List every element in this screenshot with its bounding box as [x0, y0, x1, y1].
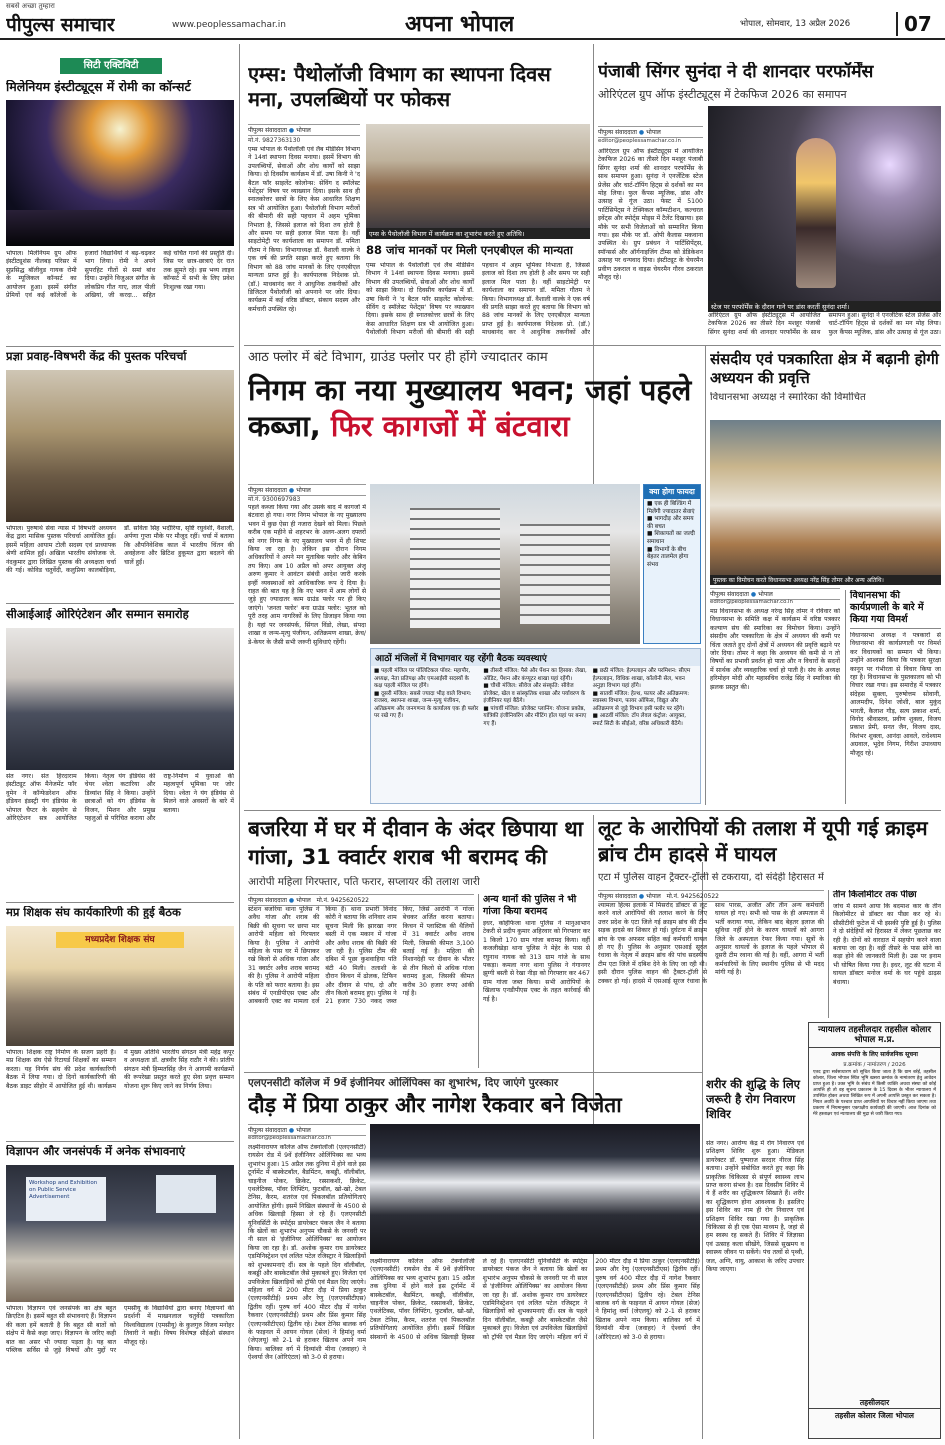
benefit-item: ■ शिकायतों का जल्दी समाधान [647, 531, 695, 545]
related-box [828, 890, 941, 1018]
section-title: अपना भोपाल [405, 12, 515, 37]
photo-caption: स्टेज पर परफॉर्मेंस के दौरान गाने पर डांस करतीं सुनंदा शर्मा। [708, 301, 941, 312]
floors-box [370, 648, 701, 804]
byline-place: भोपाल [296, 897, 311, 904]
building-photo [370, 484, 640, 644]
story-headline: सीआईआई ओरिएंटेशन और सम्मान समारोह [6, 608, 189, 621]
byline [248, 894, 474, 906]
headline-part-b: फिर कागजों में बंटवारा [330, 409, 570, 443]
divider [6, 346, 234, 347]
notice-footer: तहसील कोलार जिला भोपाल [809, 1408, 940, 1421]
column-divider [705, 345, 706, 805]
notice-body: एतद द्वारा सर्वसाधारण को सूचित किया जाता है कि ग्राम बर्रई, तहसील कोलार, जिला भोपाल स्थित भूमि खसरा क्रमांक के नामांतरण हेतु आवेदन प्राप्त हुआ है। उक्त भूमि के संबंध में किसी व्यक्ति अथवा संस्था को कोई आपत्ति हो तो वह सूचना प्रकाशन के 15 दिवस के भीतर न्यायालय में उपस्थित होकर अथवा लिखित रूप में अपनी आपत्ति प्रस्तुत कर सकता है। नियत अवधि के पश्चात प्राप्त आपत्तियों पर विचार नहीं किया जाएगा तथा प्रकरण में नियमानुसार एकपक्षीय कार्यवाही की जाएगी। आज दिनांक को मेरे हस्ताक्षर एवं न्यायालय की मुद्रा से जारी किया गया। [813, 1070, 936, 1117]
floor-item: ■ पांचवीं मंजिल: प्रोजेक्ट प्लानिंग: योजना प्रकोष्ठ, यांत्रिकी इंजीनियरिंग और मीटिंग हॉल यहां पर बनाए गए हैं। [483, 705, 587, 727]
story-body: भोपाल। शिक्षक राष्ट्र निर्माण के सजग प्रहरी हैं। मप्र शिक्षक संघ ऐसे रिटायर्ड शिक्षकों का सम्मान करता। यह निर्णय संघ की प्रदेश कार्यकारिणी बैठक में लिया गया। दो दिनों कार्यकारिणी की बैठक डाइट सीहोर में आयोजित हुई थी। कार्यक्रम में मुख्य अतिथि भारतीय संगठन मंत्री महेंद्र कपूर व अध्यक्षता डॉ. क्षत्रवीर सिंह राठौर ने की। प्रांतीय संगठन मंत्री हिम्मतसिंह जैन ने आगामी कार्यक्रमों की रूपरेखा प्रस्तुत करते हुए सेवा प्रवृत्त सम्मान योजना शुरू किए जाने का निर्णय लिया। [6, 1049, 234, 1090]
story-body: स्टेशन बजरिया थाना पुलिस ने अवैध गांजा और शराब की बिक्री की सूचना पर छापा मार आरोपी महिला को गिरफ्तार किया है। पुलिस ने आरोपी महिला के पास घर में छिपाकर रखे किलो से अधिक गांजा और 31 क्वार्टर अवैध शराब बरामद की है। पुलिस ने आरोपी महिला के पति को फरार बताया है। इस संबंध में एनडीपीएस एक्ट और आबकारी एक्ट का मामला दर्ज किया है। थाना प्रभारी विनोद कोरी ने बताया कि शनिवार शाम सूचना मिली कि झारखा नगर बस्ती में एक मकान में गांजा और अवैध शराब की बिक्री की जा रही है। पुलिस टीम की दबिश में पूछा कुशवाहिया पति बंटी 40 मिली। तलाशी के दौरान किचन में ढोलक, टिफिन और दीवान से पांच, दो और तीन किलो बरामद हुए। पुलिस ने 21 हजार 730 नकद जब्त किए, जिसे आरोपी ने गांजा बेचकर अर्जित करना बताया। किचन में प्लास्टिक की थैलियों में 31 क्वार्टर अवैध शराब मिली, जिसकी कीमत 3,100 बताई गई है। महिला की निशानदेही पर दीवान के भीतर से तीन किलो से अधिक गांजा बरामद हुआ, जिसकी कीमत करीब 30 हजार रुपए आंकी गई है। [248, 906, 474, 1006]
divider [244, 810, 941, 811]
masthead [0, 0, 945, 40]
reporter-mobile: मो.नं. 9300697983 [248, 496, 301, 503]
byline-name: पीपुल्स संवाददाता [598, 893, 637, 900]
story-headline: दौड़ में प्रिया ठाकुर और नागेश रैकवार बने विजेता [248, 1093, 622, 1117]
story-subhead: 88 जांच मानकों पर मिली एनएबीएल की मान्यता [366, 244, 573, 257]
page-number: 07 [896, 12, 932, 36]
notice-subtitle: आवक संपत्ति के लिए सार्वजनिक सूचना [831, 1051, 918, 1058]
story-subhead: विधानसभा अध्यक्ष ने स्मारिका की विमोचित [710, 392, 866, 403]
byline-place: भोपाल [758, 591, 773, 598]
benefit-item: ■ एक ही बिल्डिंग में मिलेंगी ज्यादातर सेवाएं [647, 501, 695, 515]
dot-icon: ● [750, 591, 757, 598]
floor-item: ■ पहली मंजिल पर पॉलिटिकल पॉवर: महापौर, अध्यक्ष, नेता प्रतिपक्ष और एमआईसी सदस्यों के कक्ष पहली मंजिल पर होंगे। [374, 668, 471, 689]
story-body: श्यामला हिल्स इलाके में मिसरोद डॉक्टर से लूट करने वाले आरोपियों की तलाश करने के लिए उत्तर प्रदेश के एटा जिले गई क्राइम ब्रांच की टीम सड़क हादसे का शिकार हो गई। दुर्घटना में क्राइम ब्रांच के एक अफसर सहित कई कर्मचारी घायल हो गए हैं। पुलिस के अनुसार एसआई सूरज रंधावा के नेतृत्व में क्राइम ब्रांच की पांच सदस्यीय टीम एटा जिले में दबिश देने के लिए जा रही थी। इसी दौरान पुलिस वाहन की ट्रैक्टर-ट्रॉली से टक्कर हो गई। हादसे में एसआई सूरज रंधावा के साथ पारस, अजीत और तीन अन्य कर्मचारी घायल हो गए। सभी को पास के ही अस्पताल में भर्ती कराया गया, लेकिन बाद बेहतर इलाज की सुविधा नहीं होने के कारण घायलों को आगरा जिले के अस्पताल रेफर किया गया। सूत्रों के अनुसार घायलों के इलाज के पहले भोपाल से दूसरी टीम रवाना की गई है। वहीं, आगरा में भर्ती कर्मचारियों के लिए स्थानीय पुलिस से भी मदद मांगी गई है। [598, 902, 824, 985]
byline-place: भोपाल [646, 893, 661, 900]
masthead-logo: पीपुल्स समाचार [6, 14, 115, 36]
benefit-item: ■ विभागों के बीच बेहतर तालमेल होगा संभव [647, 546, 689, 568]
story-headline: मिलेनियम इंस्टीट्यूट्स में रोमी का कॉन्सर्ट [6, 80, 191, 94]
floors-list [371, 666, 700, 804]
divider [6, 1141, 234, 1142]
floor-item: ■ सातवीं मंजिल: हेल्थ, फायर और अतिक्रमण: स्वास्थ्य विभाग, फायर ऑफिस, विद्युत और अतिक्रमण से जुड़े विभाग इसी फ्लोर पर रहेंगे। [592, 690, 690, 712]
story-headline: लूट के आरोपियों की तलाश में यूपी गई क्राइम ब्रांच टीम हादसे में घायल [598, 816, 928, 866]
byline-place: भोपाल [296, 1127, 311, 1134]
concert-photo [6, 100, 234, 246]
story-body: भोपाल। विज्ञापन एवं जनसंपर्क का क्षेत्र बहुत क्रिएटिव है। इसमें बहुत सी संभावनाएं हैं। विज्ञापन की कला हमें बताती है कि बहुत सी बातों को संक्षेप में कैसे कहा जाए। विज्ञापन के जरिए कही बात का असर भी ज्यादा पड़ता है। यह बात पब्लिक सर्विस से जुड़े विषयों और मुद्दों पर एमसीयू के विद्यार्थियों द्वारा बनाए विज्ञापनों की प्रदर्शनी में माखनलाल चतुर्वेदी पत्रकारिता विश्वविद्यालय (एमसीयू) के कुलगुरु विजय मनोहर तिवारी ने कही। विषय विशेषज्ञ सीईओ संस्थान मौजूद रहे। [6, 1305, 234, 1355]
workshop-photo [6, 1165, 234, 1302]
floor-item: ■ छठी मंजिल: हेल्पलाइन और परमिशन: सीएम हेल्पलाइन, विधिक शाखा, कॉलोनी सेल, भवन अनुज्ञा विभाग यहां होंगे। [592, 668, 691, 689]
benefits-box [643, 484, 701, 644]
story-body: मप्र विधानसभा के अध्यक्ष नरेन्द्र सिंह तोमर ने रविवार को विधानसभा के समिति कक्ष में कार्यक्रम में वरिष्ठ पत्रकार कल्याण संघ की स्मारिका का विमोचन किया। उन्होंने संसदीय और पत्रकारिता के क्षेत्र में अध्ययन की कमी पर चिंता जताते हुए दोनों क्षेत्रों में अध्ययन की प्रवृत्ति बढ़ाने पर जोर दिया। तोमर ने कहा कि अध्ययन की कमी से न तो विषयों का प्रभावी प्रवर्तन हो पाता और न विचारों के सदनों में सार्थक और व्यवहारिक चर्चा हो पाती है। संघ के अध्यक्ष हरिमोहन मोदी और महासचिव राजेंद्र सिंह ने स्मारिका की झलक प्रस्तुत की। [710, 608, 840, 691]
reporter-mobile: मो.नं. 9425620522 [666, 893, 719, 900]
reporter-email[interactable]: editor@peoplessamachar.co.in [598, 138, 681, 144]
dot-icon: ● [638, 893, 645, 900]
story-kicker: आठ फ्लोर में बंटे विभाग, ग्राउंड फ्लोर पर ही होंगे ज्यादातर काम [248, 350, 548, 365]
story-headline [248, 372, 701, 444]
story-body: एम्स भोपाल के पैथोलॉजी एवं लैब मेडिसिन विभाग ने 14वां स्थापना दिवस मनाया। इसमें विभाग की उपलब्धियों, सेवाओं और शोध कार्यों को साझा किया। दो दिवसीय कार्यक्रम में डॉ. उषा किनी ने 'द बैटल फॉर साइलेंट कोलोन्स: सेविंग द स्मॉलेस्ट पेशेंट्स' विषय पर व्याख्यान दिया। इसके साथ ही स्नातकोत्तर छात्रों के लिए केस आधारित शिक्षण सत्र भी आयोजित हुआ। पैथोलॉजी विभाग मरीजों की बीमारी की सही पहचान में अहम भूमिका निभाता है, जिससे इलाज को दिशा तय होती है और समय पर सही इलाज मिल पाता है। वहीं साइटोमेट्री पर कार्यशाला का समापन डॉ. ममिता गौतम ने किया। विभागाध्यक्ष डॉ. वैशाली वाल्के ने एक वर्ष की प्रगति साझा करते हुए बताया कि विभाग को 88 जांच मानकों के लिए एनएबीएल मान्यता प्राप्त हुई है। कार्यपालक निदेशक प्रो. (डॉ.) माधबानंद कर ने आधुनिक तकनीकों और डिजिटल पैथोलॉजी को अपनाने पर जोर दिया। कार्यक्रम में कई वरिष्ठ डॉक्टर, संकाय सदस्य और कर्मचारी उपस्थित रहे। [248, 146, 360, 313]
byline [598, 890, 824, 902]
section-label: सिटी एक्टिविटी [60, 58, 162, 74]
floor-item: ■ तीसरी मंजिल: पैसे और पेंशन का हिसाब: लेखा, ऑडिट, पेंशन और कंप्यूटर शाखा यहां रहेंगी। [483, 668, 587, 682]
floors-title: आठों मंजिलों में विभागवार यह रहेंगी बैठक व्यवस्थाएं [371, 649, 700, 666]
story-body-continued: ओरिएंटल ग्रुप ऑफ इंस्टीट्यूट्स में आयोजित टेकफिज 2026 का तीसरे दिन मशहूर पंजाबी सिंगर सुनंदा शर्मा की शानदार परफॉर्मेंस के साथ समापन हुआ। सुनंदा ने एनर्जेटिक स्टेज प्रेजेंस और चार्ट-टॉपिंग हिट्स से दर्शकों का मन मोह लिया। फुल कैंपस म्यूजिक, डांस और उत्साह से गूंज उठा। [708, 312, 941, 336]
dot-icon: ● [288, 127, 295, 134]
benefit-item: ■ भागदौड़ और समय की बचत [647, 516, 694, 530]
related-body: इधर, कोहेफिजा थाना पुलिस ने मानुआभान टेकरी से प्रदीप कुमार अहिरवार को गिरफ्तार कर 1 किलो 170 ग्राम गांजा बरामद किया। वहीं कजलीखेड़ा थाना पुलिस ने मेहेर के पास से रघुनाथ नायक को 313 ग्राम गांजे के साथ पकड़ा। कमला नगर थाना पुलिस ने गंगानगर झुग्गी बस्ती से रेखा नीड़ा को गिरफ्तार कर 467 ग्राम गांजा जब्त किया। सभी आरोपियों के खिलाफ एनडीपीएस एक्ट के तहत कार्रवाई की गई है। [483, 920, 590, 1003]
sidebar-title: विधानसभा की कार्यप्रणाली के बारे में किया गया विमर्श [850, 590, 941, 629]
story-body: संत नगर। संत हिरदाराम इंस्टीट्यूट ऑफ मैनेजमेंट फॉर वुमेन ने कॉन्फेडरेशन ऑफ इंडियन इंडस्ट्री यंग इंडियंस के भोपाल चैप्टर के सहयोग से ओरिएंटेशन सत्र आयोजित किया। नेतृत्व यंग इंडियंस की चेयर श्वेता कटारिया और डिव्यांश सिंह ने किया। उन्होंने छात्राओं को यंग इंडियंस के विजन, मिशन और प्रमुख पहलुओं से परिचित कराया और राष्ट्र-निर्माण में युवाओं की महत्वपूर्ण भूमिका पर जोर दिया। श्वेता ने यंग इंडियंस से मिलने वाले अवसरों के बारे में बताया। [6, 773, 234, 823]
book-launch-photo [710, 420, 941, 575]
story-body-continued: लक्ष्मीनारायण कॉलेज ऑफ टेक्नोलॉजी (एलएनसीटी) रायसेन रोड में 9वें इंजीनियर ओलिंपिक्स का भव्य शुभारंभ हुआ। 15 अप्रैल तक दुनिया में होने वाले इस टूर्नामेंट में बास्केटबॉल, बैडमिंटन, कबड्डी, वॉलीबॉल, चाइनीज पोकर, क्रिकेट, रस्साकशी, क्रिकेट, एथलेटिक्स, पॉवर लिफ्टिंग, फुटबॉल, खो-खो, टेबल टेनिस, कैरम, शतरंज एवं पिकलबॉल प्रतियोगिताएं आयोजित होंगी। इसमें निखिल संस्थानों के 4500 से अधिक खिलाड़ी हिस्सा ले रहे हैं। एलएनसीटी यूनिवर्सिटी के स्पोर्ट्स डायरेक्टर पंकज जैन ने बताया कि खेलों का शुभारंभ अनुपम चौकसे के जनवरी पर नी साल से 'इंजीनियर ओलिंपिक्स' का आयोजन किया जा रहा है। डॉ. अशोक कुमार राय डायरेक्टर एडमिनिस्ट्रेशन एवं ललित पटेल रजिस्ट्रार ने खिलाड़ियों को शुभकामनाएं दीं। सत्र के पहले दिन वॉलीबॉल, कबड्डी और बास्केटबॉल जैसे मुकाबले हुए। विजेता एवं उपविजेता खिलाड़ियों को ट्रॉफी एवं मैडल दिए जाएंगे। महिला वर्ग में 200 मीटर दौड़ में प्रिया ठाकुर (एलएनसीटीई) प्रथम और रेणु (एलएनसीटीएस) द्वितीय रहीं। पुरुष वर्ग 400 मीटर दौड़ में नागेश रैकवार (एलएनसीटीई) प्रथम और प्रिंस कुमार सिंह (एलएनसीटीएस) द्वितीय रहे। टेबल टेनिस बालक वर्ग के फाइनल में आयन गोयल (सेज) ने हिमांशु वर्मा (जेएलयू) को 2-1 से हराकर खिताब अपने नाम किया। बालिका वर्ग में दिव्यांशी मीना (जवाहर) ने ऐश्वर्या जैन (ओरिएंटल) को 3-0 से हराया। [370, 1258, 700, 1341]
byline-name: पीपुल्स संवाददाता [248, 1127, 287, 1134]
byline [248, 124, 360, 136]
story-body-continued: एम्स भोपाल के पैथोलॉजी एवं लैब मेडिसिन विभाग ने 14वां स्थापना दिवस मनाया। इसमें विभाग की उपलब्धियों, सेवाओं और शोध कार्यों को साझा किया। दो दिवसीय कार्यक्रम में डॉ. उषा किनी ने 'द बैटल फॉर साइलेंट कोलोन्स: सेविंग द स्मॉलेस्ट पेशेंट्स' विषय पर व्याख्यान दिया। इसके साथ ही स्नातकोत्तर छात्रों के लिए केस आधारित शिक्षण सत्र भी आयोजित हुआ। पैथोलॉजी विभाग मरीजों की बीमारी की सही पहचान में अहम भूमिका निभाता है, जिससे इलाज को दिशा तय होती है और समय पर सही इलाज मिल पाता है। वहीं साइटोमेट्री पर कार्यशाला का समापन डॉ. ममिता गौतम ने किया। विभागाध्यक्ष डॉ. वैशाली वाल्के ने एक वर्ष की प्रगति साझा करते हुए बताया कि विभाग को 88 जांच मानकों के लिए एनएबीएल मान्यता प्राप्त हुई है। कार्यपालक निदेशक प्रो. (डॉ.) माधबानंद कर ने आधुनिक तकनीकों और [366, 262, 590, 337]
story-headline: मप्र शिक्षक संघ कार्यकारिणी की हुई बैठक [6, 906, 181, 919]
story-subhead: एटा में पुलिस वाहन ट्रैक्टर-ट्रॉली से टकराया, दो संदेही हिरासत में [598, 872, 824, 883]
story-headline: शरीर की शुद्धि के लिए जरूरी है रोग निवारण शिविर [706, 1077, 800, 1121]
aiims-photo [366, 124, 590, 228]
story-headline: एम्स: पैथोलॉजी विभाग का स्थापना दिवस मना, उपलब्धियों पर फोकस [248, 62, 551, 111]
byline-name: पीपुल्स संवाददाता [248, 487, 287, 494]
divider [6, 902, 234, 903]
notice-header: न्यायालय तहसीलदार तहसील कोलार भोपाल म.प्र. [809, 1023, 940, 1048]
story-body: ओरिएंटल ग्रुप ऑफ इंस्टीट्यूट्स में आयोजित टेकफिज 2026 का तीसरे दिन मशहूर पंजाबी सिंगर सुनंदा शर्मा की शानदार परफॉर्मेंस के साथ समापन हुआ। सुनंदा ने एनर्जेटिक स्टेज प्रेजेंस और चार्ट-टॉपिंग हिट्स से दर्शकों का मन मोह लिया। फुल कैंपस म्यूजिक, डांस और उत्साह से गूंज उठा। फेस्ट में 5100 पार्टिसिपेंट्स ने टेक्निकल कॉम्पटीशन, कल्चरल इवेंट्स और स्पोर्ट्स मोड्स में टैलेंट दिखाया। इस मौके पर सभी विजेताओं को सम्मानित किया गया। इस मौके पर डॉ. ओपी कैलास मकवाना उपस्थित थे। ग्रुप प्रबंधन ने पार्टिसिपेंट्स, स्पॉन्सर्स और ऑर्गनाइजिंग टीम्स को डेडिकेशन उत्साह पर धन्यवाद दिया। इंस्टीट्यूट के चेयरमैन प्रवीण ठकराल व वाइस चेयरमैन गौरव ठकराल मौजूद रहे। [598, 148, 703, 282]
benefits-title: क्या होगा फायदा [644, 485, 700, 499]
benefits-list [644, 499, 700, 571]
photo-caption: एम्स के पैथोलॉजी विभाग में कार्यक्रम का शुभारंभ करते हुए अतिथि। [366, 228, 590, 239]
notice-footer-title: तहसीलदार [859, 1398, 890, 1407]
masthead-site[interactable]: www.peoplessamachar.in [172, 20, 286, 30]
byline-name: पीपुल्स संवाददाता [248, 897, 287, 904]
presentation-screen: Workshop and Exhibition on Public Service Advertisement [26, 1177, 106, 1221]
floor-item: ■ दूसरी मंजिल: सबसे ज्यादा भीड़ वाले विभाग: राजस्व, स्थापना शाखा, जन्म-मृत्यु पंजीयन, अतिक्रमण और जनगणना के कार्यालय एक ही फ्लोर पर रखे गए हैं। [374, 690, 479, 719]
story-body: भोपाल। मिलेनियम ग्रुप ऑफ इंस्टीट्यूशंस नीलबड़ परिसर में सुप्रसिद्ध बॉलीवुड गायक रोमी के म्यूजिकल कॉन्सर्ट का आयोजन हुआ। इसमें संगीत प्रेमियों एवं कई कॉलेजों के हजारों विद्यार्थियों ने बढ़-चढ़कर भाग लिया। रोमी ने अपने सुपरहिट गीतों से समां बांध दिया। उन्होंने विजुअल संगीत के लोकप्रिय गीत गाए, लाल पीली अखियां, जी करदा... सहित कई चर्चित गानों की प्रस्तुति दी। जिस पर छात्र-छात्राएं देर रात तक झूमते रहे। इस भव्य लाइव कॉन्सर्ट में सभी के लिए प्रवेश निःशुल्क रखा गया। [6, 250, 234, 300]
dot-icon: ● [288, 1127, 295, 1134]
story-headline: विज्ञापन और जनसंपर्क में अनेक संभावनाएं [6, 1145, 186, 1158]
divider [244, 1072, 702, 1073]
photo-caption: पुस्तक का विमोचन करते विधानसभा अध्यक्ष नरेंद्र सिंह तोमर और अन्य अतिथि। [710, 575, 941, 585]
story-headline: पंजाबी सिंगर सुनंदा ने दी शानदार परफॉर्मेंस [598, 62, 874, 82]
dateline: भोपाल, सोमवार, 13 अप्रैल 2026 [740, 19, 851, 29]
reporter-email[interactable]: editor@peoplessamachar.co.in [248, 1135, 331, 1141]
divider [244, 345, 941, 346]
byline-place: भोपाल [646, 129, 661, 136]
headline-part-a: निगम का नया मुख्यालय भवन; जहां पहले कब्जा, [248, 373, 692, 443]
event-banner: मध्यप्रदेश शिक्षक संघ [56, 932, 184, 948]
legal-notice [808, 1022, 941, 1439]
related-body: जांच में सामने आया कि बदमाश कार के तीन किलोमीटर से डॉक्टर का पीछा कर रहे थे। सीसीटीवी फुटेज में भी इसकी पुष्टि हुई है। पुलिस ने दो संदेहियों को हिरासत में लेकर पूछताछ कर रही है। दोनों को वारदात में सहयोग करने वाला बताया जा रहा है। वहीं तीसरे के पास सोने का कड़ा होने की जानकारी मिली है। उस पर इनाम भी घोषित किया गया है। इधर, लूट की घटना में घायल डॉक्टर मनोज वर्मा के घर पहुंचे ढाढ़स बंधाया। [833, 903, 941, 986]
sports-team-photo [370, 1124, 700, 1254]
story-body: पहले कब्जा किया गया और उसके बाद में कागजों में बंटवारा हो गया। नगर निगम भोपाल के नए मुख्यालय भवन में कुछ ऐसा ही नजारा देखने को मिला। पिछले करीब एक महीने से शहरभर के अलग-अलग दफ्तरों को नगर निगम के नए मुख्यालय भवन में ही शिफ्ट किया जा रहा है। लेकिन इस दौरान निगम अधिकारियों ने अपने मन मुताबिक फ्लोर और केबिन तय किए। अब 10 अप्रैल को अपर आयुक्त अंजू अरुण कुमार ने आवंटन संबंधी आदेश जारी करके इन्हीं व्यवस्थाओं को आधिकारिक रूप दे दिया है। राहत की बात यह है कि नए भवन में आम लोगों से जुड़े हुए ज्यादातर काम ग्राउंड फ्लोर पर ही किए जाएंगे। 'जनता फ्लोर' बना ग्राउंड फ्लोर: भूतल को पूरी तरह आम नागरिकों के लिए डिजाइन किया गया है। यहां पर जनसंपर्क, सिंगल विंडो, लेखा, संपदा शाखा व जन्म-मृत्यु पंजीयन, अतिक्रमण शाखा, क्रेच/डे-केयर के जैसी सभी जरूरी सुविधाएं रहेंगी। [248, 504, 366, 646]
story-subhead: आरोपी महिला गिरफ्तार, पति फरार, सप्लायर की तलाश जारी [248, 876, 480, 888]
story-subhead: ओरिएंटल ग्रुप ऑफ इंस्टीट्यूट्स में टेकफिज 2026 का समापन [598, 88, 847, 101]
notice-case: प्र.क्रमांक / नामांतरण / 2026 [843, 1062, 906, 1068]
reporter-mobile: मो.नं. 9827363130 [248, 137, 301, 144]
masthead-tagline: सबसे अच्छा तुम्हारा [6, 2, 55, 10]
floor-item: ■ आठवीं मंजिल: टॉप लेवल कंट्रोल: आयुक्त, स्मार्ट सिटी के सीईओ, वरिष्ठ अधिकारी बैठेंगे। [592, 713, 687, 727]
story-body: लक्ष्मीनारायण कॉलेज ऑफ टेक्नोलॉजी (एलएनसीटी) रायसेन रोड में 9वें इंजीनियर ओलिंपिक्स का भव्य शुभारंभ हुआ। 15 अप्रैल तक दुनिया में होने वाले इस टूर्नामेंट में बास्केटबॉल, बैडमिंटन, कबड्डी, वॉलीबॉल, चाइनीज पोकर, क्रिकेट, रस्साकशी, क्रिकेट, एथलेटिक्स, पॉवर लिफ्टिंग, फुटबॉल, खो-खो, टेबल टेनिस, कैरम, शतरंज एवं पिकलबॉल प्रतियोगिताएं आयोजित होंगी। इसमें निखिल संस्थानों के 4500 से अधिक खिलाड़ी हिस्सा ले रहे हैं। एलएनसीटी यूनिवर्सिटी के स्पोर्ट्स डायरेक्टर पंकज जैन ने बताया कि खेलों का शुभारंभ अनुपम चौकसे के जनवरी पर नी साल से 'इंजीनियर ओलिंपिक्स' का आयोजन किया जा रहा है। डॉ. अशोक कुमार राय डायरेक्टर एडमिनिस्ट्रेशन एवं ललित पटेल रजिस्ट्रार ने खिलाड़ियों को शुभकामनाएं दीं। सत्र के पहले दिन वॉलीबॉल, कबड्डी और बास्केटबॉल जैसे मुकाबले हुए। विजेता एवं उपविजेता खिलाड़ियों को ट्रॉफी एवं मैडल दिए जाएंगे। महिला वर्ग में 200 मीटर दौड़ में प्रिया ठाकुर (एलएनसीटीई) प्रथम और रेणु (एलएनसीटीएस) द्वितीय रहीं। पुरुष वर्ग 400 मीटर दौड़ में नागेश रैकवार (एलएनसीटीई) प्रथम और प्रिंस कुमार सिंह (एलएनसीटीएस) द्वितीय रहे। टेबल टेनिस बालक वर्ग के फाइनल में आयन गोयल (सेज) ने हिमांशु वर्मा (जेएलयू) को 2-1 से हराकर खिताब अपने नाम किया। बालिका वर्ग में दिव्यांशी मीना (जवाहर) ने ऐश्वर्या जैन (ओरिएंटल) को 3-0 से हराया। [248, 1144, 366, 1362]
story-kicker: एलएनसीटी कॉलेज में 9वें इंजीनियर ओलिंपिक्स का शुभारंभ, दिए जाएंगे पुरस्कार [248, 1077, 559, 1089]
presentation-screen-2 [156, 1175, 216, 1213]
reporter-email[interactable]: editor@peoplessamachar.co.in [710, 599, 793, 605]
story-headline: बजरिया में घर में दीवान के अंदर छिपाया था गांजा, 31 क्वार्टर शराब भी बरामद की [248, 817, 584, 869]
meeting-photo [6, 926, 234, 1046]
dot-icon: ● [288, 897, 295, 904]
meeting-photo [6, 370, 234, 522]
story-body: भोपाल। पुरुषार्थ सेवा न्यास में विषभरी अध्ययन केंद्र द्वारा मासिक पुस्तक परिचर्चा आयोजित हुई। इसमें महिला आयाम टोली सदस्य एवं प्राध्यापक श्रेणी शामिल हुईं। अखिल भारतीय संयोजक जे. नंदकुमार द्वारा लिखित पुस्तक की अध्यक्षता चर्चा की गई। कोविड चतुर्वेदी, कलुप्रिया कालबोड़िया, डॉ. सविता सिंह भदौरिया, सृष्टि रघुवंशी, वैशाली, अर्पणा गुप्ता मौके पर मौजूद रहीं। चर्चा में बताया कि औपनिवेशिक काल में भारतीय चिंतन की अवहेलना और ब्रिटिश हुकूमत द्वारा बदलने की चालें हुईं। [6, 525, 234, 575]
story-body: संत नगर। आरोग्य केंद्र में रोग निवारण एवं प्रशिक्षण शिविर शुरू हुआ। मेडिकल डायरेक्टर डॉ. पुष्पराज सरदार नीरज सिंह बताया। उन्होंने संबोधित करते हुए कहा कि प्राकृतिक चिकित्सा से संपूर्ण स्वास्थ्य लाभ प्राप्त करना संभव है। दस दिवसीय शिविर में ये हैं शरीर का शुद्धिकरण सिखाते हैं। शरीर का शुद्धिकरण होना आवश्यक है। इसलिए इस शिविर का नाम ही रोग निवारण एवं प्रशिक्षण शिविर रखा गया है। प्राकृतिक चिकित्सा से ही एक ऐसा माध्यम है, जहां से हम स्वस्थ रह सकते हैं। शिविर में जिज्ञासा एवं उत्साह कला सीखेंगे, जिससे सुखमय व स्वास्थ्य जीवन पा सकेंगे। पंच तत्वों से पृथ्वी, जल, अग्नि, वायु, आकाश के जरिए उपचार किया जाएगा। [706, 1140, 804, 1274]
divider [6, 603, 234, 604]
story-headline: संसदीय एवं पत्रकारिता क्षेत्र में बढ़ानी होगी अध्ययन की प्रवृत्ति [710, 350, 939, 387]
byline-name: पीपुल्स संवाददाता [598, 129, 637, 136]
byline [598, 126, 703, 138]
byline-name: पीपुल्स संवाददाता [710, 591, 749, 598]
group-photo [6, 628, 234, 770]
singer-photo [708, 106, 941, 301]
floor-item: ■ चौथी मंजिल: सीवेज और संस्कृति: सीवेज प्रोजेक्ट, खेल व सांस्कृतिक शाखा और पर्यावरण के इंजीनियर यहां बैठेंगे। [483, 683, 586, 704]
byline-name: पीपुल्स संवाददाता [248, 127, 287, 134]
dot-icon: ● [638, 129, 645, 136]
related-title: अन्य थानों की पुलिस ने भी गांजा किया बरामद [483, 894, 577, 917]
dot-icon: ● [288, 487, 295, 494]
column-divider [239, 44, 240, 1439]
story-headline: प्रज्ञा प्रवाह-विषभरी केंद्र की पुस्तक परिचर्चा [6, 350, 187, 363]
related-title: तीन किलोमीटर तक पीछा [833, 890, 917, 900]
byline-place: भोपाल [296, 127, 311, 134]
related-box [478, 894, 590, 1068]
sidebar-box [845, 590, 941, 804]
sidebar-body: विधानसभा अध्यक्ष ने पत्रकारों से विधानसभा की कार्यप्रणाली पर विमर्श कर विधायकों का सम्मान भी किया। उन्होंने आश्वस्त किया कि पत्रकार सुरक्षा कानून पर गंभीरता से विचार किया जा रहा है। विधानसभा के पुस्तकालय को भी विचार रखा गया। इस समारोह में पत्रकार संदेहस सुक्ला, पुरुषोत्तम सोवानी, आलमदीप, दिनेश जोशी, बाल मुकुंद भारती, कैलाश गौड़, सत्य प्रकाश शर्मा, विनोद श्रीवास्तव, प्रवीण शुक्ला, विजय प्रकाश प्रेमी, सनत जैन, विजय दास, विशंभर शुक्ला, आनंदा आवले, राधेश्याम अग्रवाल, भूदेव निगम, गिरीश उपाध्याय मौजूद रहे। [850, 632, 941, 757]
reporter-mobile: मो.नं. 9425620522 [316, 897, 369, 904]
byline-place: भोपाल [296, 487, 311, 494]
